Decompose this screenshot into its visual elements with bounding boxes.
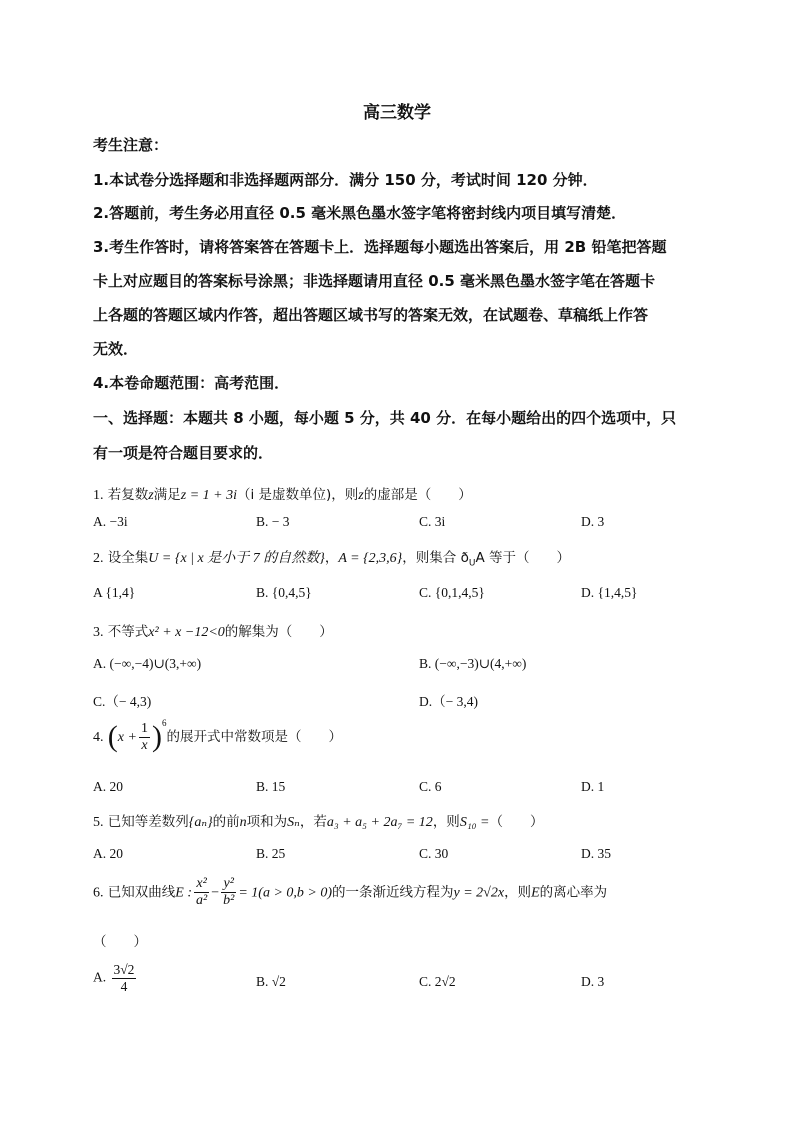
math-var: E : <box>175 885 193 901</box>
option-c: C.（− 4,3) <box>93 694 152 709</box>
option-a: A {1,4} <box>93 585 136 600</box>
math-expression: y = 2√2x <box>453 885 505 901</box>
question-text: 的解集为（ ） <box>224 624 333 640</box>
math-expression: U = {x | x 是小于 7 的自然数} <box>148 551 325 566</box>
question-text: ，则集合 ð <box>402 550 469 566</box>
option-b: B. 15 <box>256 779 286 794</box>
math-expression: A = {2,3,6} <box>338 551 403 566</box>
math-exponent: 6 <box>161 717 167 728</box>
question-3 <box>93 620 333 641</box>
question-text: （ ） <box>489 814 544 830</box>
question-text: （i 是虚数单位)，则 <box>236 487 359 503</box>
math-expression: = 1(a > 0,b > 0) <box>238 885 332 901</box>
question-text: 的虚部是（ ） <box>363 487 472 503</box>
note-3: 3.考生作答时，请将答案答在答题卡上．选择题每小题选出答案后，用 2B 铅笔把答题 <box>93 238 667 256</box>
question-text: 的前 <box>212 814 240 830</box>
question-text: 已知双曲线 <box>107 884 176 901</box>
question-text: ，则 <box>432 814 460 830</box>
option-a: A. (−∞,−4)∪(3,+∞) <box>93 656 202 671</box>
section-heading-line2: 有一项是符合题目要求的． <box>93 444 274 462</box>
option-b: B. √2 <box>256 974 286 989</box>
math-subscript: U <box>468 558 476 569</box>
option-c: C. {0,1,4,5} <box>419 585 485 600</box>
notice-heading: 考生注意： <box>93 136 169 154</box>
question-number: 5. <box>93 815 104 830</box>
option-d: D. 1 <box>581 779 605 794</box>
note-3-cont-3: 无效． <box>93 340 139 358</box>
fraction: $\frac{\text{y²}}{\text{b²}}$ <box>223 876 235 908</box>
question-text: ，若 <box>299 814 327 830</box>
option-d: D. 3 <box>581 514 605 529</box>
math-var: Sₙ <box>287 815 300 830</box>
question-number: 4. <box>93 730 104 745</box>
math-expression: x² + x −12<0 <box>148 625 225 640</box>
option-a <box>93 962 138 995</box>
option-d: D. 35 <box>581 846 611 861</box>
option-b: B. {0,4,5} <box>256 585 312 600</box>
question-text: 不等式 <box>107 624 149 640</box>
math-expression: a₃ + a₅ + 2a₇ = 12 <box>326 815 433 830</box>
option-d: D. 3 <box>581 974 605 989</box>
math-var: z <box>358 488 364 503</box>
note-3-cont-1: 卡上对应题目的答案标号涂黑；非选择题请用直径 0.5 毫米黑色墨水签字笔在答题卡 <box>93 272 656 290</box>
fraction: $\frac{\text{x²}}{\text{a²}}$ <box>196 876 208 908</box>
math-var: E <box>531 885 540 901</box>
math-operator: − <box>211 885 220 901</box>
fraction: $\frac{3√2}{4}$ <box>113 962 135 994</box>
option-c: C. 30 <box>419 846 449 861</box>
question-2 <box>93 546 570 569</box>
option-c: C. 2√2 <box>419 974 456 989</box>
page-title: 高三数学 <box>363 103 431 123</box>
option-d: D.（− 3,4) <box>419 694 478 709</box>
question-text: 设全集 <box>107 550 149 566</box>
option-d: D. {1,4,5} <box>581 585 638 600</box>
option-b: B. (−∞,−3)∪(4,+∞) <box>419 656 527 671</box>
option-a: A. 20 <box>93 779 123 794</box>
question-number: 6. <box>93 885 104 901</box>
question-text: 满足 <box>153 487 181 503</box>
option-b: B. 25 <box>256 846 286 861</box>
question-text: 项和为 <box>246 814 288 830</box>
math-expression: x + <box>117 730 137 745</box>
option-a: A. −3i <box>93 514 128 529</box>
note-2: 2.答题前，考生务必用直径 0.5 毫米黑色墨水签字笔将密封线内项目填写清楚． <box>93 204 627 222</box>
math-expression: {aₙ} <box>188 815 213 830</box>
math-var: z <box>148 488 154 503</box>
question-text: ， <box>324 550 339 566</box>
answer-paren: （ ） <box>93 934 147 950</box>
option-label: A. <box>93 969 107 985</box>
question-text: A 等于（ ） <box>475 550 570 566</box>
option-b: B. − 3 <box>256 514 290 529</box>
note-1: 1.本试卷分选择题和非选择题两部分．满分 150 分，考试时间 120 分钟． <box>93 171 598 189</box>
math-expression: S₁₀ = <box>459 815 490 830</box>
note-3-cont-2: 上各题的答题区域内作答，超出答题区域书写的答案无效，在试题卷、草稿纸上作答 <box>93 306 649 324</box>
math-var: n <box>239 815 247 830</box>
question-text: 的离心率为 <box>539 884 608 901</box>
question-number: 1. <box>93 488 104 503</box>
question-6 <box>93 876 607 909</box>
question-text: 的一条渐近线方程为 <box>332 884 454 901</box>
question-number: 3. <box>93 625 104 640</box>
question-5 <box>93 810 544 831</box>
option-c: C. 6 <box>419 779 442 794</box>
math-expression: z = 1 + 3i <box>180 488 237 503</box>
question-text: 已知等差数列 <box>107 814 189 830</box>
note-4: 4.本卷命题范围：高考范围． <box>93 374 290 392</box>
question-text: 若复数 <box>107 487 149 503</box>
question-text: 的展开式中常数项是（ ） <box>166 729 342 745</box>
section-heading-line1: 一、选择题：本题共 8 小题，每小题 5 分，共 40 分．在每小题给出的四个选项中，只 <box>93 409 677 427</box>
question-text: ，则 <box>504 884 532 901</box>
question-4: 4. (x + $\frac{1}{x}$ )$^6$的展开式中常数项是（ ） <box>93 717 342 753</box>
question-number: 2. <box>93 551 104 566</box>
option-c: C. 3i <box>419 514 446 529</box>
fraction: $\frac{1}{x}$ <box>140 720 148 753</box>
question-1 <box>93 483 472 504</box>
option-a: A. 20 <box>93 846 123 861</box>
